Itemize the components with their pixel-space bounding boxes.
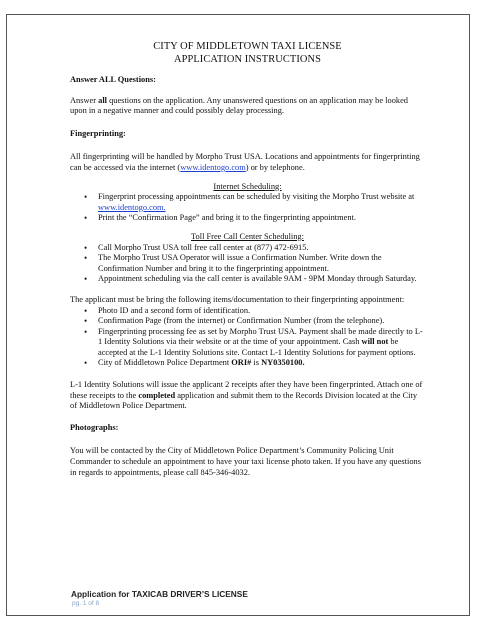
emphasis-will-not: will not (361, 337, 389, 347)
bring-items-list (70, 306, 425, 370)
footer-title: Application for TAXICAB DRIVER’S LICENSE (71, 589, 248, 599)
text-run: City of Middletown Police Department (98, 358, 232, 368)
emphasis-completed: completed (138, 390, 176, 400)
text-run: is (251, 358, 262, 368)
page-number: pg. 1 of 8 (72, 600, 100, 607)
answer-all-heading: Answer ALL Questions: (70, 75, 156, 84)
text-run: Answer (70, 95, 99, 105)
emphasis-ori-number: NY0350100. (261, 358, 305, 368)
document-page (6, 14, 470, 616)
list-item (98, 327, 425, 359)
receipts-paragraph (70, 380, 425, 412)
fingerprinting-heading: Fingerprinting: (70, 128, 126, 138)
list-item: • Call Morpho Trust USA toll free call center at (877) 472-6915. (98, 243, 425, 254)
internet-scheduling-list (70, 192, 425, 224)
call-center-scheduling-heading: Toll Free Call Center Scheduling: (191, 231, 304, 241)
text-run: All fingerprinting will be handled by Morpho Trust USA. Locations and appointments for fingerprinting can be accessed via the internet ( (70, 152, 420, 172)
text-run: Fingerprint processing appointments can be scheduled by visiting the Morpho Trust website at (98, 192, 415, 202)
photographs-paragraph: You will be contacted by the City of Middletown Police Department’s Community Policing Unit Commander to schedule an appointment to have your taxi license photo taken. If you have any questions in regards to appointments, please call 845-346-4032. (70, 446, 421, 477)
bring-items-intro: The applicant must be bring the following items/documentation to their fingerprinting appointment: (70, 294, 405, 304)
list-item (98, 358, 425, 369)
identogo-link[interactable]: www.identogo.com (180, 162, 246, 172)
text-run: application and submit them to the Records Division located at the City of Middletown Police Department. (70, 390, 418, 411)
text-run: L-1 Identity Solutions will issue the applicant 2 receipts after they have been fingerprinted. Attach one of these receipts to the (70, 380, 423, 400)
internet-scheduling-heading: Internet Scheduling: (213, 181, 282, 191)
list-item: • The Morpho Trust USA Operator will issue a Confirmation Number. Write down the Confirmation Number and bring it to the fingerprinting appointment. (98, 253, 425, 274)
text-run: ) or by telephone. (245, 162, 305, 172)
fingerprinting-intro (70, 152, 425, 173)
document-title (70, 40, 425, 66)
page-footer (71, 589, 248, 607)
list-item: • Photo ID and a second form of identification. (98, 306, 425, 317)
list-item: • Appointment scheduling via the call center is available 9AM - 9PM Monday through Saturday. (98, 274, 425, 285)
emphasis-all: all (98, 95, 107, 105)
title-line-1: CITY OF MIDDLETOWN TAXI LICENSE (153, 41, 342, 52)
document-body (70, 40, 425, 478)
text-run: questions on the application. Any unanswered questions on an application may be looked upon in a negative manner and could possibly delay processing. (70, 95, 408, 116)
title-line-2: APPLICATION INSTRUCTIONS (173, 54, 321, 65)
call-center-list (70, 243, 425, 285)
identogo-website-link[interactable]: www.identogo.com. (98, 202, 166, 212)
list-item (98, 192, 425, 213)
list-item: • Print the “Confirmation Page” and bring it to the fingerprinting appointment. (98, 213, 425, 224)
emphasis-ori: ORI# (231, 358, 252, 368)
answer-all-paragraph (70, 96, 425, 117)
photographs-heading: Photographs: (70, 422, 119, 432)
list-item: • Confirmation Page (from the internet) or Confirmation Number (from the telephone). (98, 316, 425, 327)
text-run: be accepted at the L-1 Identity Solutions site. Contact L-1 Identity Solutions for payment options. (98, 337, 416, 357)
text-run: Fingerprinting processing fee as set by Morpho Trust USA. Payment shall be made directly to L-1 Identity Solutions via their website or at the time of your appointment. Cash (98, 326, 423, 347)
